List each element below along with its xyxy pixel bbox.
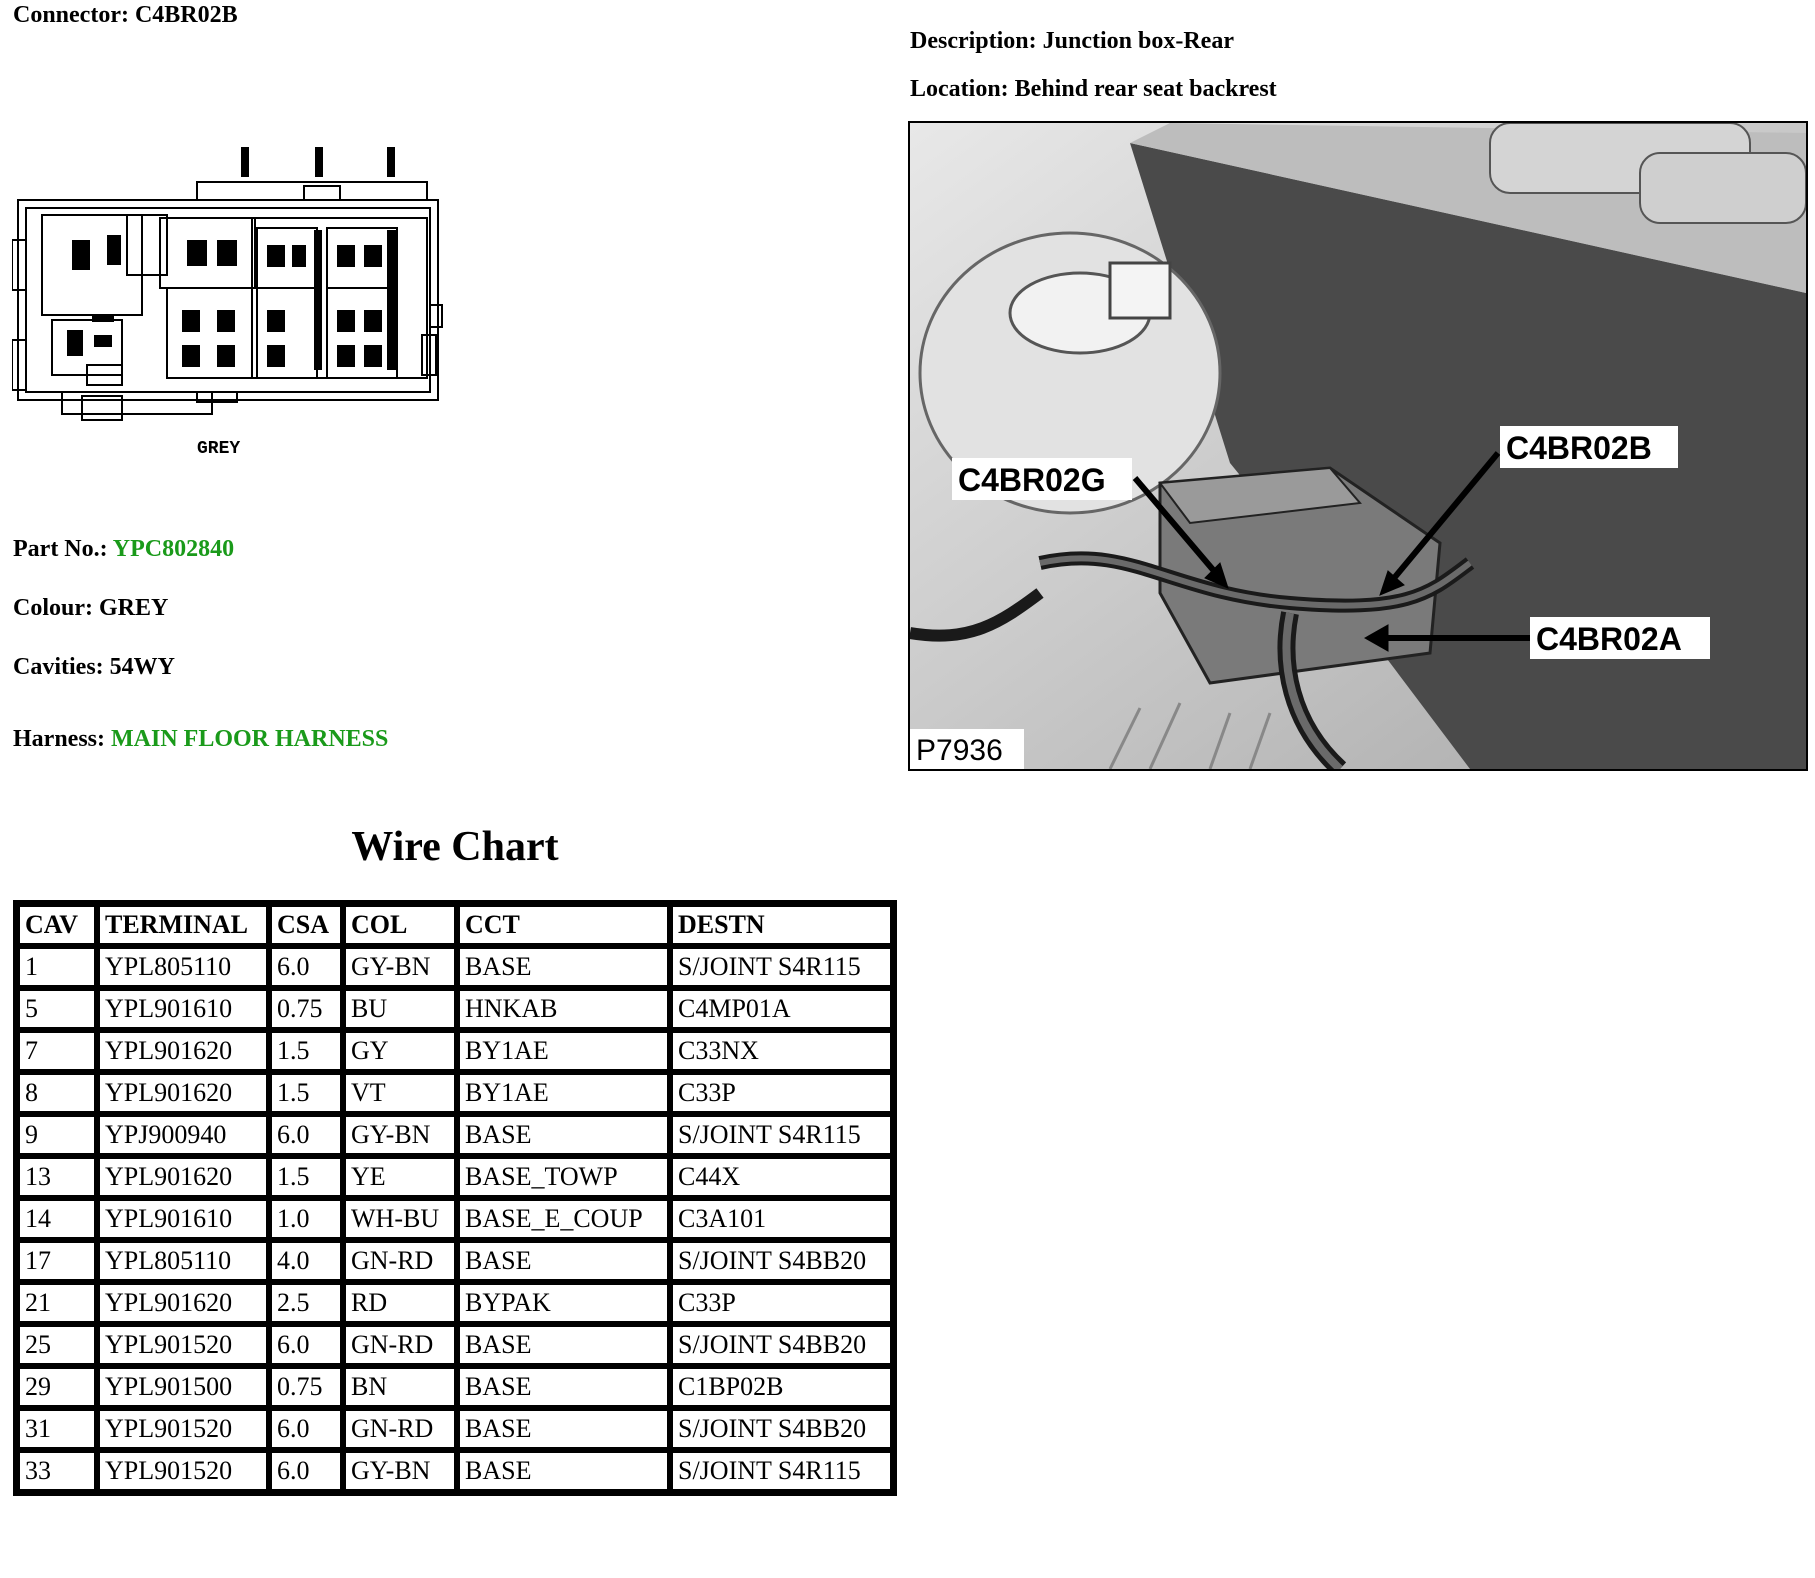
callout-c4br02a: C4BR02A [1536, 621, 1682, 657]
cell-destn: S/JOINT S4BB20 [670, 1408, 893, 1450]
cell-terminal: YPL805110 [97, 946, 269, 988]
cell-terminal: YPL901620 [97, 1030, 269, 1072]
location-line [910, 76, 1277, 103]
cell-col: WH-BU [343, 1198, 457, 1240]
cell-destn: S/JOINT S4R115 [670, 946, 893, 988]
cavities-label: Cavities: [13, 654, 104, 680]
table-row [17, 1156, 893, 1198]
connector-face-diagram [12, 140, 452, 460]
connector-value: C4BR02B [134, 2, 238, 28]
cell-csa: 4.0 [269, 1240, 343, 1282]
cell-destn: C33P [670, 1282, 893, 1324]
cell-cav: 5 [17, 988, 97, 1030]
cell-cav: 13 [17, 1156, 97, 1198]
cell-csa: 0.75 [269, 988, 343, 1030]
cell-col: RD [343, 1282, 457, 1324]
cell-destn: C33P [670, 1072, 893, 1114]
cell-csa: 6.0 [269, 1324, 343, 1366]
cell-terminal: YPL901620 [97, 1072, 269, 1114]
part-number-line [13, 536, 234, 563]
cell-destn: C1BP02B [670, 1366, 893, 1408]
cell-cct: BASE_E_COUP [457, 1198, 670, 1240]
cell-destn: C4MP01A [670, 988, 893, 1030]
harness-value[interactable]: MAIN FLOOR HARNESS [111, 726, 389, 752]
cell-csa: 6.0 [269, 946, 343, 988]
cell-cav: 33 [17, 1450, 97, 1492]
cell-cav: 1 [17, 946, 97, 988]
table-row [17, 1450, 893, 1492]
cell-destn: S/JOINT S4R115 [670, 1114, 893, 1156]
cell-csa: 1.5 [269, 1030, 343, 1072]
table-row [17, 1114, 893, 1156]
cell-csa: 6.0 [269, 1450, 343, 1492]
cell-terminal: YPL805110 [97, 1240, 269, 1282]
cell-cav: 7 [17, 1030, 97, 1072]
cell-col: BN [343, 1366, 457, 1408]
cell-cct: BY1AE [457, 1030, 670, 1072]
photo-ref: P7936 [916, 734, 1003, 767]
colour-label: Colour: [13, 595, 93, 621]
header-cav: CAV [17, 904, 97, 946]
wire-table-body [17, 946, 893, 1492]
cell-col: BU [343, 988, 457, 1030]
cell-destn: C33NX [670, 1030, 893, 1072]
location-value: Behind rear seat backrest [1014, 76, 1277, 102]
table-row [17, 1072, 893, 1114]
cell-destn: S/JOINT S4BB20 [670, 1240, 893, 1282]
description-label: Description: [910, 28, 1037, 54]
cavities-line [13, 654, 175, 681]
cell-cav: 17 [17, 1240, 97, 1282]
wire-chart-title: Wire Chart [351, 824, 559, 870]
harness-label: Harness: [13, 726, 105, 752]
cell-cct: BASE [457, 1114, 670, 1156]
cell-cav: 25 [17, 1324, 97, 1366]
cell-col: GN-RD [343, 1240, 457, 1282]
table-row [17, 1240, 893, 1282]
cell-col: GY-BN [343, 1114, 457, 1156]
cell-terminal: YPL901620 [97, 1282, 269, 1324]
cell-terminal: YPL901610 [97, 988, 269, 1030]
cell-cct: BASE [457, 1324, 670, 1366]
cell-cav: 14 [17, 1198, 97, 1240]
part-number-value[interactable]: YPC802840 [112, 536, 235, 562]
header-cct: CCT [457, 904, 670, 946]
cell-cct: BYPAK [457, 1282, 670, 1324]
cell-terminal: YPL901520 [97, 1408, 269, 1450]
cell-col: GN-RD [343, 1408, 457, 1450]
cell-destn: S/JOINT S4R115 [670, 1450, 893, 1492]
connector-line [13, 2, 238, 29]
header-destn: DESTN [670, 904, 893, 946]
cell-csa: 0.75 [269, 1366, 343, 1408]
cell-col: GY-BN [343, 1450, 457, 1492]
table-row [17, 1408, 893, 1450]
table-row [17, 1198, 893, 1240]
colour-value: GREY [99, 595, 169, 621]
description-value: Junction box-Rear [1042, 28, 1234, 54]
cell-col: GY [343, 1030, 457, 1072]
cell-destn: C44X [670, 1156, 893, 1198]
cell-cct: BY1AE [457, 1072, 670, 1114]
cell-csa: 6.0 [269, 1408, 343, 1450]
cell-terminal: YPJ900940 [97, 1114, 269, 1156]
cell-csa: 2.5 [269, 1282, 343, 1324]
cell-csa: 1.0 [269, 1198, 343, 1240]
description-line [910, 28, 1234, 55]
cell-cct: BASE [457, 1366, 670, 1408]
table-row [17, 1366, 893, 1408]
connector-label: Connector: [13, 2, 129, 28]
header-csa: CSA [269, 904, 343, 946]
cell-csa: 1.5 [269, 1156, 343, 1198]
cavities-value: 54WY [109, 654, 175, 680]
cell-cav: 21 [17, 1282, 97, 1324]
table-row [17, 946, 893, 988]
table-row [17, 988, 893, 1030]
colour-line [13, 595, 168, 622]
table-row [17, 1030, 893, 1072]
cell-terminal: YPL901620 [97, 1156, 269, 1198]
cell-col: YE [343, 1156, 457, 1198]
cell-cav: 31 [17, 1408, 97, 1450]
cell-col: GN-RD [343, 1324, 457, 1366]
cell-csa: 1.5 [269, 1072, 343, 1114]
cell-cct: HNKAB [457, 988, 670, 1030]
cell-cav: 29 [17, 1366, 97, 1408]
cell-destn: C3A101 [670, 1198, 893, 1240]
table-row [17, 1324, 893, 1366]
cell-cct: BASE [457, 1240, 670, 1282]
cell-cct: BASE [457, 1408, 670, 1450]
header-terminal: TERMINAL [97, 904, 269, 946]
cell-col: VT [343, 1072, 457, 1114]
cell-csa: 6.0 [269, 1114, 343, 1156]
table-row [17, 1282, 893, 1324]
table-header-row [17, 904, 893, 946]
cell-cav: 8 [17, 1072, 97, 1114]
cell-terminal: YPL901520 [97, 1450, 269, 1492]
part-number-label: Part No.: [13, 536, 108, 562]
cell-cav: 9 [17, 1114, 97, 1156]
cell-terminal: YPL901500 [97, 1366, 269, 1408]
cell-destn: S/JOINT S4BB20 [670, 1324, 893, 1366]
cell-cct: BASE_TOWP [457, 1156, 670, 1198]
cell-cct: BASE [457, 1450, 670, 1492]
wire-chart-table [13, 900, 897, 1496]
header-col: COL [343, 904, 457, 946]
cell-terminal: YPL901520 [97, 1324, 269, 1366]
cell-col: GY-BN [343, 946, 457, 988]
callout-c4br02g: C4BR02G [958, 462, 1106, 498]
harness-line [13, 726, 388, 753]
cell-cct: BASE [457, 946, 670, 988]
location-label: Location: [910, 76, 1009, 102]
diagram-colour-caption: GREY [197, 439, 241, 459]
callout-c4br02b: C4BR02B [1506, 430, 1652, 466]
cell-terminal: YPL901610 [97, 1198, 269, 1240]
location-photo [908, 121, 1808, 771]
